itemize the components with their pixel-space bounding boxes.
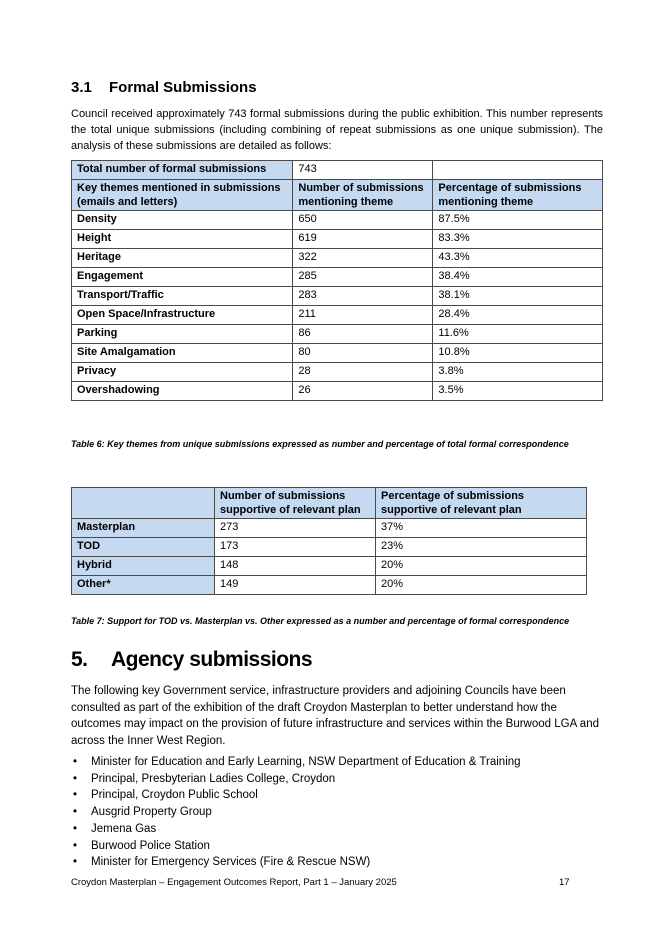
percent-cell: 38.4% xyxy=(433,268,603,287)
bullet-icon: • xyxy=(73,789,78,802)
section-number: 3.1 xyxy=(71,79,92,96)
list-item-text: Minister for Education and Early Learning, NSW Department of Education & Training xyxy=(91,756,521,768)
table-row xyxy=(72,230,603,249)
table-row xyxy=(72,382,603,401)
bullet-icon: • xyxy=(73,806,78,819)
theme-cell: Heritage xyxy=(72,249,293,268)
list-item xyxy=(71,771,521,788)
plan-cell: Other* xyxy=(72,576,215,595)
list-item-text: Principal, Croydon Public School xyxy=(91,789,258,802)
table-row xyxy=(72,344,603,363)
percent-cell: 87.5% xyxy=(433,211,603,230)
plan-cell: Hybrid xyxy=(72,557,215,576)
section-title: Agency submissions xyxy=(111,648,313,671)
count-cell: 322 xyxy=(293,249,433,268)
key-themes-table xyxy=(71,160,603,401)
section-heading-5 xyxy=(71,648,312,672)
table-row xyxy=(72,519,587,538)
theme-cell: Privacy xyxy=(72,363,293,382)
list-item xyxy=(71,754,521,771)
table-row xyxy=(72,211,603,230)
percent-cell: 37% xyxy=(376,519,587,538)
list-item-text: Burwood Police Station xyxy=(91,839,210,852)
percent-cell: 10.8% xyxy=(433,344,603,363)
percent-cell: 3.8% xyxy=(433,363,603,382)
table-7-caption: Table 7: Support for TOD vs. Masterplan vs. Other expressed as a number and percentage of formal correspondence xyxy=(71,616,570,626)
theme-cell: Open Space/Infrastructure xyxy=(72,306,293,325)
list-item xyxy=(71,838,521,855)
agency-list xyxy=(71,754,521,871)
percent-cell: 20% xyxy=(376,576,587,595)
table-row xyxy=(72,161,603,180)
percent-cell: 43.3% xyxy=(433,249,603,268)
table-row xyxy=(72,538,587,557)
theme-cell: Transport/Traffic xyxy=(72,287,293,306)
table-6-caption: Table 6: Key themes from unique submissions expressed as number and percentage of total formal correspondence xyxy=(71,439,569,449)
list-item xyxy=(71,787,521,804)
table-row xyxy=(72,268,603,287)
percent-cell: 38.1% xyxy=(433,287,603,306)
table-header-row xyxy=(72,180,603,211)
plan-support-table xyxy=(71,487,587,595)
plan-cell: Masterplan xyxy=(72,519,215,538)
agency-paragraph: The following key Government service, infrastructure providers and adjoining Councils have been consulted as part of the exhibition of the draft Croydon Masterplan to better understand how the outcomes may impact on the provision of future infrastructure and services within the Burwood LGA and across the Inner West Region. xyxy=(71,685,599,747)
header-cell: Percentage of submissions mentioning theme xyxy=(433,180,603,211)
bullet-icon: • xyxy=(73,772,78,785)
list-item-text: Minister for Emergency Services (Fire & Rescue NSW) xyxy=(91,856,371,869)
total-value-cell: 743 xyxy=(293,161,433,180)
count-cell: 148 xyxy=(215,557,376,576)
count-cell: 211 xyxy=(293,306,433,325)
percent-cell: 28.4% xyxy=(433,306,603,325)
table-row xyxy=(72,306,603,325)
count-cell: 273 xyxy=(215,519,376,538)
header-cell: Number of submissions supportive of relevant plan xyxy=(215,488,376,519)
percent-cell: 83.3% xyxy=(433,230,603,249)
list-item xyxy=(71,854,521,871)
bullet-icon: • xyxy=(73,756,78,768)
count-cell: 86 xyxy=(293,325,433,344)
percent-cell: 23% xyxy=(376,538,587,557)
count-cell: 619 xyxy=(293,230,433,249)
count-cell: 80 xyxy=(293,344,433,363)
count-cell: 283 xyxy=(293,287,433,306)
percent-cell: 3.5% xyxy=(433,382,603,401)
percent-cell: 11.6% xyxy=(433,325,603,344)
table-row xyxy=(72,576,587,595)
table-row xyxy=(72,325,603,344)
theme-cell: Site Amalgamation xyxy=(72,344,293,363)
count-cell: 285 xyxy=(293,268,433,287)
header-cell: Number of submissions mentioning theme xyxy=(293,180,433,211)
list-item-text: Ausgrid Property Group xyxy=(91,806,212,819)
theme-cell: Engagement xyxy=(72,268,293,287)
header-cell xyxy=(72,488,215,519)
theme-cell: Parking xyxy=(72,325,293,344)
intro-paragraph: Council received approximately 743 formal submissions during the public exhibition. This number represents the total unique submissions (including combining of repeat submissions as one unique submission). The analysis of these submissions are detailed as follows: xyxy=(71,108,603,152)
header-cell: Key themes mentioned in submissions (emails and letters) xyxy=(72,180,293,211)
count-cell: 28 xyxy=(293,363,433,382)
list-item-text: Principal, Presbyterian Ladies College, Croydon xyxy=(91,772,336,785)
footer-text: Croydon Masterplan – Engagement Outcomes Report, Part 1 – January 2025 xyxy=(71,877,397,888)
bullet-icon: • xyxy=(73,839,78,852)
table-header-row xyxy=(72,488,587,519)
percent-cell: 20% xyxy=(376,557,587,576)
plan-cell: TOD xyxy=(72,538,215,557)
list-item-text: Jemena Gas xyxy=(91,822,157,835)
list-item xyxy=(71,821,521,838)
empty-cell xyxy=(433,161,603,180)
list-item xyxy=(71,804,521,821)
section-number: 5. xyxy=(71,648,88,671)
total-label-cell: Total number of formal submissions xyxy=(72,161,293,180)
count-cell: 173 xyxy=(215,538,376,557)
table-row xyxy=(72,557,587,576)
page-number: 17 xyxy=(559,877,570,888)
theme-cell: Density xyxy=(72,211,293,230)
section-title: Formal Submissions xyxy=(109,79,257,96)
theme-cell: Overshadowing xyxy=(72,382,293,401)
bullet-icon: • xyxy=(73,856,78,869)
theme-cell: Height xyxy=(72,230,293,249)
section-heading-3-1 xyxy=(71,79,257,96)
count-cell: 149 xyxy=(215,576,376,595)
count-cell: 650 xyxy=(293,211,433,230)
bullet-icon: • xyxy=(73,822,78,835)
table-row xyxy=(72,287,603,306)
table-row xyxy=(72,363,603,382)
count-cell: 26 xyxy=(293,382,433,401)
table-row xyxy=(72,249,603,268)
header-cell: Percentage of submissions supportive of relevant plan xyxy=(376,488,587,519)
